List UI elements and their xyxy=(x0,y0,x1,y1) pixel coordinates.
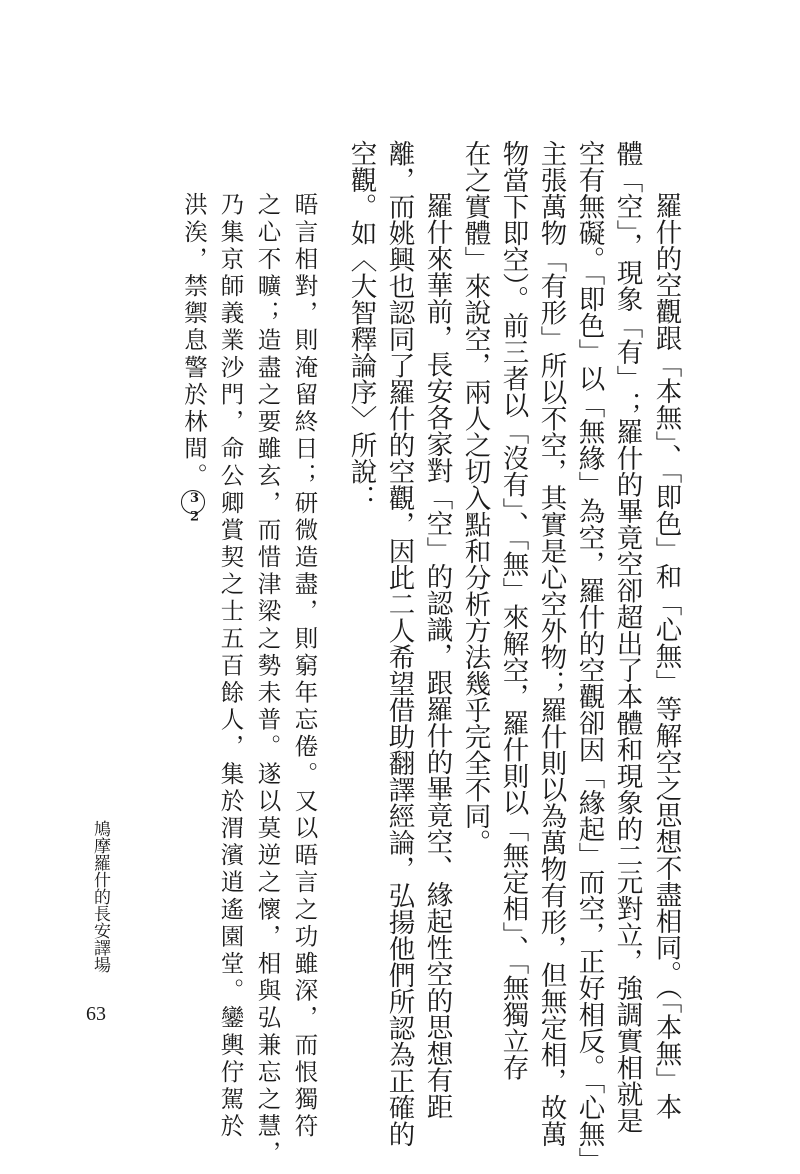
running-title: 鳩摩羅什的長安譯場 xyxy=(90,820,110,973)
body-text-column-5: 物當下即空）。前三者以「沒有」、「無」來解空，羅什則以「無定相」、「無獨立存 xyxy=(497,140,529,1081)
quotation-column-4 xyxy=(180,192,208,529)
quotation-last-line: 洪涘，禁禦息警於林間。 xyxy=(180,192,208,491)
body-text-column-4: 主張萬物「有形」所以不空，其實是心空外物；羅什則以為萬物有形，但無定相，故萬 xyxy=(535,140,567,1147)
footnote-marker: 32 xyxy=(181,490,205,514)
body-text-column-8: 離，而姚興也認同了羅什的空觀，因此二人希望借助翻譯經論，弘揚他們所認為正確的 xyxy=(383,140,415,1147)
quotation-column-1: 晤言相對，則淹留終日；研微造盡，則窮年忘倦。又以晤言之功雖深，而恨獨符 xyxy=(290,192,319,1141)
body-text-column-1: 羅什的空觀跟「本無」、「即色」和「心無」等解空之思想不盡相同。（「本無」本 xyxy=(650,192,682,1120)
body-text-column-6: 在之實體」來說空，兩人之切入點和分析方法幾乎完全不同。 xyxy=(459,140,491,856)
body-text-column-7: 羅什來華前，長安各家對「空」的認識，跟羅什的畢竟空、緣起性空的思想有距 xyxy=(421,192,453,1120)
body-text-column-9: 空觀。如〈大智釋論序〉所說： xyxy=(345,140,377,511)
quotation-column-3: 乃集京師義業沙門，命公卿賞契之士五百餘人，集於渭濱逍遙園堂。鑾輿佇駕於 xyxy=(216,192,245,1141)
page-number: 63 xyxy=(86,1003,106,1025)
body-text-column-3: 空有無礙。「即色」以「無緣」為空，羅什的空觀卻因「緣起」而空，正好相反。「心無」 xyxy=(573,140,605,1174)
body-text-column-2: 體「空」，現象「有」；羅什的畢竟空卻超出了本體和現象的二元對立，強調實相就是 xyxy=(611,140,643,1134)
quotation-column-2: 之心不曠；造盡之要雖玄，而惜津梁之勢未普。遂以莫逆之懷，相與弘兼忘之慧， xyxy=(253,192,282,1168)
